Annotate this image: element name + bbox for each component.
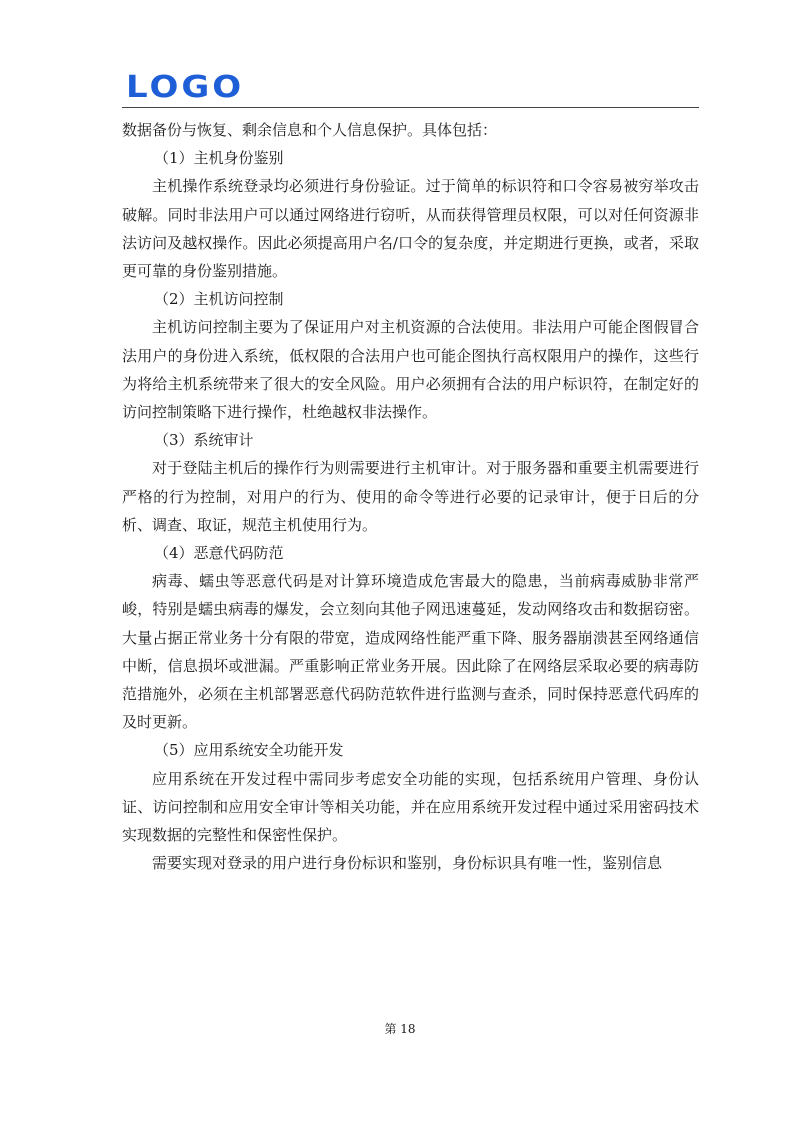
section-heading-malware-prevention: （4）恶意代码防范 xyxy=(154,544,284,563)
section-heading-host-authentication: （1）主机身份鉴别 xyxy=(154,149,284,168)
section-heading-host-access-control: （2）主机访问控制 xyxy=(154,290,284,309)
document-body xyxy=(122,116,699,877)
paragraph: 应用系统在开发过程中需同步考虑安全功能的实现，包括系统用户管理、身份认证、访问控制和应用安全审计等相关功能，并在应用系统开发过程中通过采用密码技术实现数据的完整性和保密性保护。 xyxy=(122,769,699,845)
paragraph: 主机操作系统登录均必须进行身份验证。过于简单的标识符和口令容易被穷举攻击破解。同时非法用户可以通过网络进行窃听，从而获得管理员权限，可以对任何资源非法访问及越权操作。因此必须提高用户名/口令的复杂度，并定期进行更换，或者，采取更可靠的身份鉴别措施。 xyxy=(122,177,699,281)
paragraph: 需要实现对登录的用户进行身份标识和鉴别，身份标识具有唯一性，鉴别信息 xyxy=(152,854,663,873)
page-number: 第 18 xyxy=(384,1022,416,1036)
header-divider xyxy=(122,107,699,108)
paragraph-continued: 数据备份与恢复、剩余信息和个人信息保护。具体包括： xyxy=(122,121,498,139)
paragraph: 主机访问控制主要为了保证用户对主机资源的合法使用。非法用户可能企图假冒合法用户的身份进入系统，低权限的合法用户也可能企图执行高权限用户的操作，这些行为将给主机系统带来了很大的安全风险。用户必须拥有合法的用户标识符，在制定好的访问控制策略下进行操作，杜绝越权非法操作。 xyxy=(122,318,699,422)
section-heading-system-audit: （3）系统审计 xyxy=(154,431,254,450)
paragraph: 病毒、蠕虫等恶意代码是对计算环境造成危害最大的隐患，当前病毒威胁非常严峻，特别是蠕虫病毒的爆发，会立刻向其他子网迅速蔓延，发动网络攻击和数据窃密。大量占据正常业务十分有限的带宽，造成网络性能严重下降、服务器崩溃甚至网络通信中断，信息损坏或泄漏。严重影响正常业务开展。因此除了在网络层采取必要的病毒防范措施外，必须在主机部署恶意代码防范软件进行监测与查杀，同时保持恶意代码库的及时更新。 xyxy=(122,572,699,732)
logo: LOGO xyxy=(126,69,245,106)
section-heading-app-security-development: （5）应用系统安全功能开发 xyxy=(154,741,344,760)
paragraph: 对于登陆主机后的操作行为则需要进行主机审计。对于服务器和重要主机需要进行严格的行为控制，对用户的行为、使用的命令等进行必要的记录审计，便于日后的分析、调查、取证，规范主机使用行为。 xyxy=(122,459,699,534)
page-header xyxy=(0,0,800,110)
